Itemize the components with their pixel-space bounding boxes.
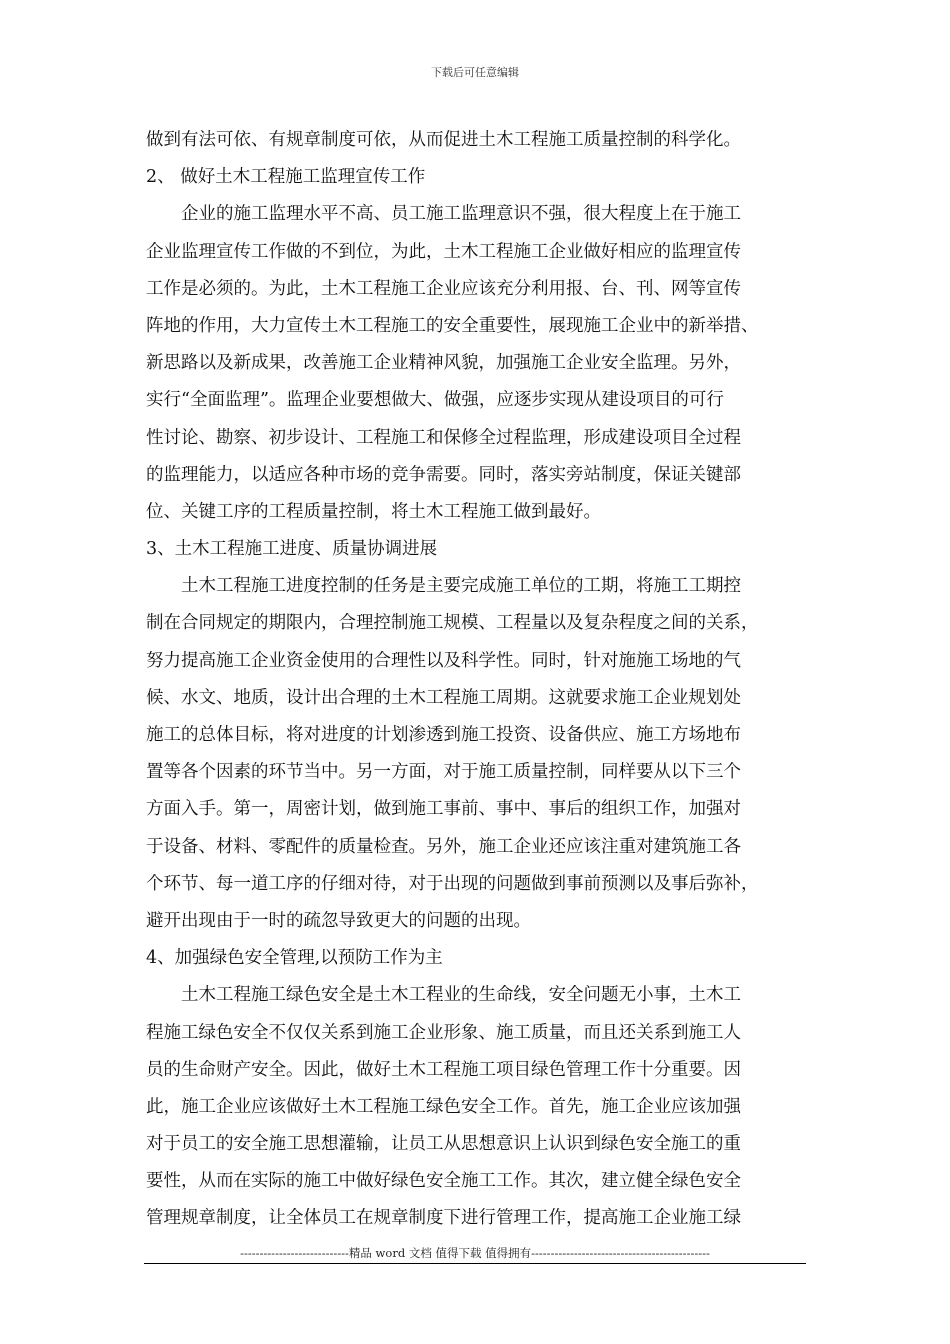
text-line: 新思路以及新成果，改善施工企业精神风貌，加强施工企业安全监理。另外， bbox=[146, 353, 741, 374]
page-header: 下载后可任意编辑 bbox=[431, 66, 519, 79]
text-line: 置等各个因素的环节当中。另一方面，对于施工质量控制，同样要从以下三个 bbox=[146, 762, 741, 783]
text-line: 要性，从而在实际的施工中做好绿色安全施工工作。其次，建立健全绿色安全 bbox=[146, 1171, 741, 1192]
page-footer: ----------------------------精品 word 文档 值得下载 值得拥有---------------------------------------------- bbox=[240, 1246, 710, 1260]
text-line: 程施工绿色安全不仅仅关系到施工企业形象、施工质量，而且还关系到施工人 bbox=[146, 1022, 741, 1043]
text-line: 此，施工企业应该做好土木工程施工绿色安全工作。首先，施工企业应该加强 bbox=[146, 1096, 741, 1117]
text-line: 对于员工的安全施工思想灌输，让员工从思想意识上认识到绿色安全施工的重 bbox=[146, 1134, 741, 1155]
text-line: 管理规章制度，让全体员工在规章制度下进行管理工作，提高施工企业施工绿 bbox=[146, 1208, 741, 1229]
text-line: 避开出现由于一时的疏忽导致更大的问题的出现。 bbox=[146, 910, 531, 931]
text-line: 员的生命财产安全。因此，做好土木工程施工项目绿色管理工作十分重要。因 bbox=[146, 1059, 741, 1080]
text-line: 努力提高施工企业资金使用的合理性以及科学性。同时，针对施施工场地的气 bbox=[146, 650, 741, 671]
text-line: 性讨论、勘察、初步设计、工程施工和保修全过程监理，形成建设项目全过程 bbox=[146, 427, 741, 448]
text-line: 施工的总体目标，将对进度的计划渗透到施工投资、设备供应、施工方场地布 bbox=[146, 725, 741, 745]
text-line: 制在合同规定的期限内，合理控制施工规模、工程量以及复杂程度之间的关系， bbox=[146, 613, 759, 634]
text-line: 4、加强绿色安全管理,以预防工作为主 bbox=[146, 948, 443, 969]
footer-divider bbox=[144, 1263, 806, 1264]
text-line: 阵地的作用，大力宣传土木工程施工的安全重要性，展现施工企业中的新举措、 bbox=[146, 315, 759, 336]
text-line: 方面入手。第一，周密计划，做到施工事前、事中、事后的组织工作，加强对 bbox=[146, 799, 741, 820]
text-line: 实行“全面监理”。监理企业要想做大、做强，应逐步实现从建设项目的可行 bbox=[146, 390, 724, 411]
text-line: 个环节、每一道工序的仔细对待，对于出现的问题做到事前预测以及事后弥补， bbox=[146, 873, 759, 894]
text-line: 土木工程施工绿色安全是土木工程业的生命线，安全问题无小事，土木工 bbox=[181, 985, 741, 1006]
text-line: 3、土木工程施工进度、质量协调进展 bbox=[146, 539, 438, 560]
text-line: 位、关键工序的工程质量控制，将土木工程施工做到最好。 bbox=[146, 501, 601, 522]
text-line: 土木工程施工进度控制的任务是主要完成施工单位的工期，将施工工期控 bbox=[181, 576, 741, 597]
document-body bbox=[146, 122, 814, 1238]
text-line: 做到有法可依、有规章制度可依，从而促进土木工程施工质量控制的科学化。 bbox=[146, 130, 741, 150]
text-line: 候、水文、地质，设计出合理的土木工程施工周期。这就要求施工企业规划处 bbox=[146, 687, 741, 708]
text-line: 2、 做好土木工程施工监理宣传工作 bbox=[146, 167, 426, 188]
text-line: 企业的施工监理水平不高、员工施工监理意识不强，很大程度上在于施工 bbox=[181, 204, 741, 225]
text-line: 企业监理宣传工作做的不到位，为此，土木工程施工企业做好相应的监理宣传 bbox=[146, 241, 741, 262]
text-line: 的监理能力，以适应各种市场的竞争需要。同时，落实旁站制度，保证关键部 bbox=[146, 464, 741, 485]
text-line: 于设备、材料、零配件的质量检查。另外，施工企业还应该注重对建筑施工各 bbox=[146, 836, 741, 857]
text-line: 工作是必须的。为此，土木工程施工企业应该充分利用报、台、刊、网等宣传 bbox=[146, 278, 741, 299]
